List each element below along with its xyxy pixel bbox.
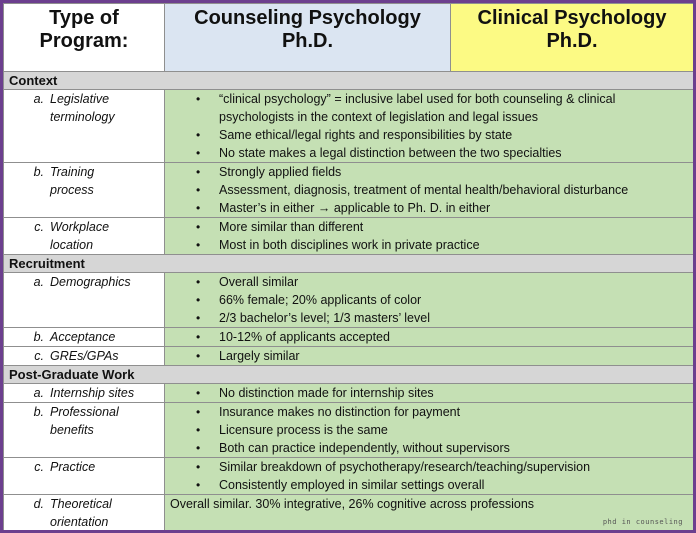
row-letter: c. (34, 349, 44, 363)
section-title: Post-Graduate Work (4, 366, 694, 384)
list-item: • 10-12% of applicants accepted (165, 328, 693, 346)
list-item: • Same ethical/legal rights and responsibilities by state (165, 126, 693, 144)
list-item: • “clinical psychology” = inclusive label used for both counseling & clinical (165, 90, 693, 108)
row-letter: b. (33, 165, 44, 179)
table-row (4, 403, 694, 458)
bullet-list (165, 347, 693, 365)
row-label-line: orientation (50, 515, 109, 529)
row-content (165, 218, 694, 255)
table-row (4, 495, 694, 531)
row-label (4, 218, 165, 255)
row-label-line: Acceptance (50, 330, 116, 344)
row-content (165, 163, 694, 218)
row-label-line: Workplace (50, 220, 110, 234)
row-label (4, 273, 165, 328)
row-letter: a. (33, 386, 44, 400)
row-label-line: Training (50, 165, 95, 179)
row-label (4, 328, 165, 347)
header-clinical-psychology: Clinical Psychology Ph.D. (451, 4, 694, 72)
row-content (165, 458, 694, 495)
table-row (4, 163, 694, 218)
row-letter: c. (34, 220, 44, 234)
list-item: • Assessment, diagnosis, treatment of mental health/behavioral disturbance (165, 181, 693, 199)
list-item: • Consistently employed in similar settings overall (165, 476, 693, 494)
row-content (165, 403, 694, 458)
row-label (4, 403, 165, 458)
row-letter: d. (33, 497, 44, 511)
list-item: • Master’s in either → applicable to Ph. D. in either (165, 199, 693, 217)
table-row (4, 273, 694, 328)
table-row (4, 218, 694, 255)
row-label (4, 163, 165, 218)
row-content (165, 328, 694, 347)
comparison-table (3, 3, 693, 530)
row-label-line: GREs/GPAs (50, 349, 119, 363)
bullet-list (165, 163, 693, 217)
header-type-of-program: Type of Program: (4, 4, 165, 72)
section-row (4, 255, 694, 273)
row-label-line: benefits (50, 423, 94, 437)
list-item: • Largely similar (165, 347, 693, 365)
bullet-list (165, 328, 693, 346)
table-row (4, 458, 694, 495)
section-row (4, 72, 694, 90)
section-title: Context (4, 72, 694, 90)
row-label-line: terminology (50, 110, 115, 124)
table-row (4, 384, 694, 403)
list-item: • 66% female; 20% applicants of color (165, 291, 693, 309)
bullet-list (165, 273, 693, 327)
row-label-line: Demographics (50, 275, 131, 289)
list-item: psychologists in the context of legislation and legal issues (219, 110, 538, 124)
list-item: • Similar breakdown of psychotherapy/research/teaching/supervision (165, 458, 693, 476)
bullet-list (165, 403, 693, 457)
list-item: • 2/3 bachelor’s level; 1/3 masters’ level (165, 309, 693, 327)
comparison-frame (3, 3, 693, 530)
table-row (4, 328, 694, 347)
header-counseling-psychology: Counseling Psychology Ph.D. (165, 4, 451, 72)
row-label (4, 458, 165, 495)
row-label (4, 347, 165, 366)
row-letter: b. (33, 405, 44, 419)
list-item: • Overall similar (165, 273, 693, 291)
row-content (165, 273, 694, 328)
row-label-line: location (50, 238, 94, 252)
row-label (4, 384, 165, 403)
table-row (4, 347, 694, 366)
row-letter: a. (33, 275, 44, 289)
row-label (4, 90, 165, 163)
row-label-line: Legislative (50, 92, 110, 106)
list-item: • Most in both disciplines work in private practice (165, 236, 693, 254)
list-item: • No state makes a legal distinction between the two specialties (165, 144, 693, 162)
row-label-line: Practice (50, 460, 96, 474)
row-label-line: Internship sites (50, 386, 135, 400)
row-label (4, 495, 165, 531)
row-content (165, 90, 694, 163)
row-content (165, 347, 694, 366)
row-letter: a. (33, 92, 44, 106)
bullet-list (165, 458, 693, 494)
list-item: • Licensure process is the same (165, 421, 693, 439)
row-plain-text: Overall similar. 30% integrative, 26% cognitive across professions (170, 497, 535, 511)
row-label-line: Theoretical (50, 497, 112, 511)
list-item: • No distinction made for internship sites (165, 384, 693, 402)
list-item: • Strongly applied fields (165, 163, 693, 181)
row-letter: b. (33, 330, 44, 344)
row-label-line: Professional (50, 405, 119, 419)
table-row (4, 90, 694, 163)
bullet-list (165, 384, 693, 402)
row-content (165, 384, 694, 403)
list-item: • Insurance makes no distinction for payment (165, 403, 693, 421)
bullet-list (165, 90, 693, 162)
list-item: • More similar than different (165, 218, 693, 236)
row-letter: c. (34, 460, 44, 474)
row-label-line: process (50, 183, 94, 197)
header-row (4, 4, 694, 72)
section-title: Recruitment (4, 255, 694, 273)
section-row (4, 366, 694, 384)
list-item: • Both can practice independently, without supervisors (165, 439, 693, 457)
bullet-list (165, 218, 693, 254)
watermark: phd in counseling (602, 518, 683, 526)
